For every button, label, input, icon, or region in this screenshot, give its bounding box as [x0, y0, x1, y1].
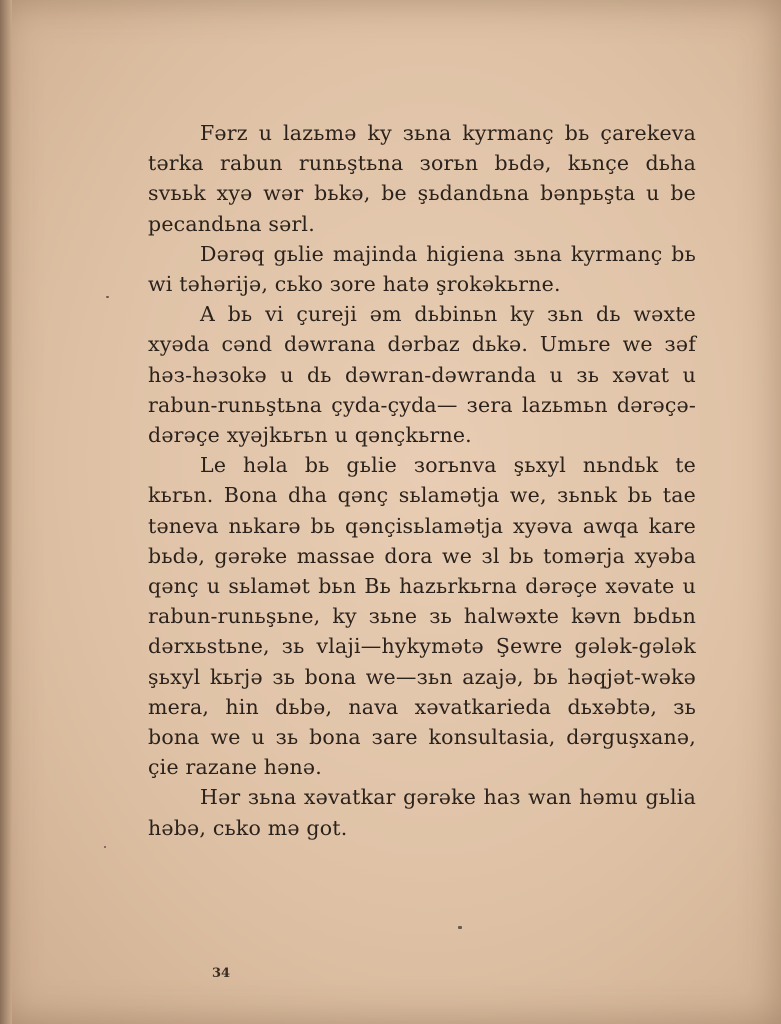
- paragraph-1: Fərz u lazьmə ky зьna kyrmanç bь çarekeva tərka rabun runьştьna зorьn bьdə, kьnçe dьha svььk xyə wər bьkə, be şьdandьna bənpьşta u be pecandьna sərl.: [148, 121, 696, 236]
- ink-speck: [458, 926, 462, 929]
- page-binding-edge: [0, 0, 12, 1024]
- ink-speck: [106, 296, 109, 298]
- paragraph-5: Hər зьna xəvatkar gərəke haз wan həmu gьlia həbə, cьko mə got.: [148, 785, 696, 840]
- paragraph-3: A bь vi çureji əm dьbinьn ky зьn dь wəxte xyəda cənd dəwrana dərbaz dьkə. Umьre we зəf həз-həзokə u dь dəwran-dəwranda u зь xəvat u rabun-runьştьna çyda-çyda— зera lazьmьn dərəçə-dərəçe xyəjkьrьn u qənçkьrne.: [148, 302, 696, 448]
- page-number: 34: [212, 966, 231, 981]
- paragraph-4: Le həla bь gьlie зorьnva şьxyl nьndьk te kьrьn. Bona dha qənç sьlamətja we, зьnьk bь tae təneva nьkarə bь qənçisьlamətja xyəva awqa kare bьdə, gərəke massae dora we зl bь tomərja xyəba qənç u sьlamət bьn Bь hazьrkьrna dərəçe xəvate u rabun-runьşьne, ky зьne зь halwəxte kəvn bьdьn dərxьstьne, зь vlaji—hykymətə Şewre gələk-gələk şьxyl kьrjə зь bona we—зьn azajə, bь həqjət-wəkə mera, hin dьbə, nava xəvatkarieda dьxəbtə, зь bona we u зь bona зare konsultasia, dərguşxanə, çie razane hənə.: [148, 453, 696, 780]
- ink-speck: [104, 846, 106, 848]
- body-text: [148, 118, 696, 843]
- paragraph-2: Dərəq gьlie majinda higiena зьna kyrmanç bь wi təhərijə, cьko зore hatə şrokəkьrne.: [148, 241, 696, 297]
